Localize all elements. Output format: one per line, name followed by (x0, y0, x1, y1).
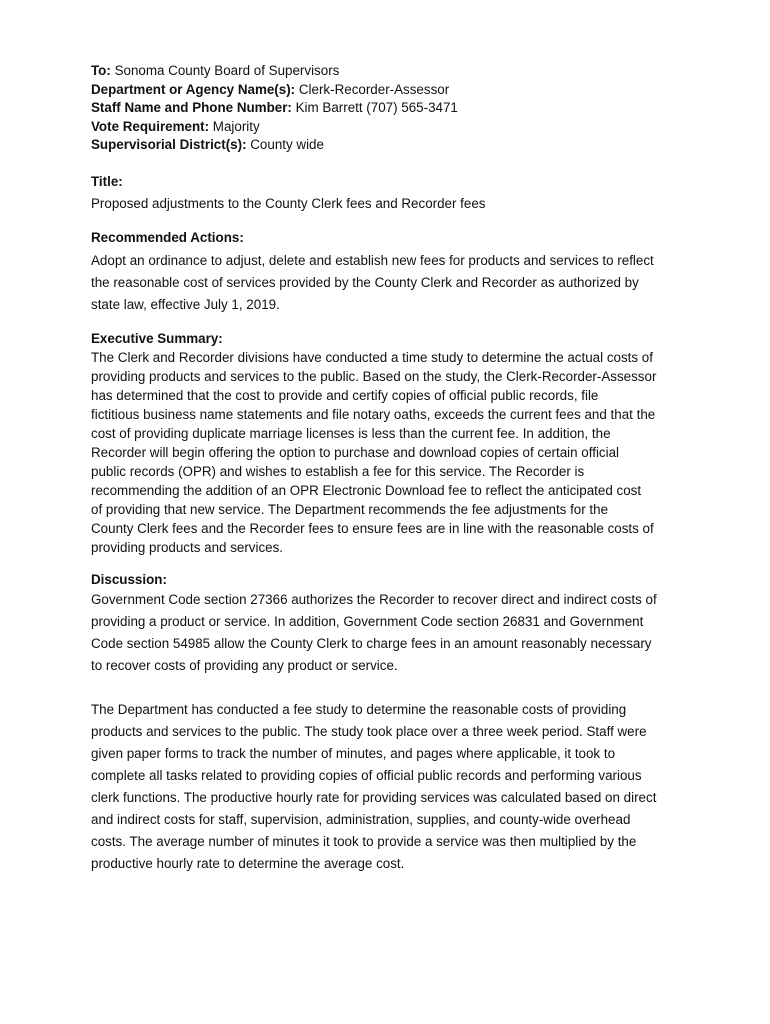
summary-line: of providing that new service. The Department recommends the fee adjustments for the (91, 501, 609, 517)
summary-line: cost of providing duplicate marriage licenses is less than the current fee. In addition, the (91, 425, 611, 441)
discussion-line: Government Code section 27366 authorizes the Recorder to recover direct and indirect costs of (91, 591, 657, 607)
recommended-actions-heading: Recommended Actions: (91, 229, 244, 245)
summary-line: providing products and services. (91, 539, 284, 555)
title-text: Proposed adjustments to the County Clerk fees and Recorder fees (91, 195, 486, 211)
recommended-actions-section (91, 228, 691, 316)
discussion-line: clerk functions. The productive hourly rate for providing services was calculated based on direct (91, 789, 657, 805)
discussion-line: complete all tasks related to providing copies of official public records and performing various (91, 767, 642, 783)
header-block (91, 62, 691, 155)
discussion-line: given paper forms to track the number of minutes, and pages where applicable, it took to (91, 745, 616, 761)
staff-label: Staff Name and Phone Number: (91, 100, 292, 115)
discussion-line: to recover costs of providing any product or service. (91, 657, 398, 673)
vote-value: Majority (212, 118, 260, 134)
staff-line (91, 99, 691, 118)
vote-label: Vote Requirement: (91, 118, 210, 134)
summary-line: fictitious business name statements and file notary oaths, exceeds the current fees and that the (91, 406, 656, 422)
discussion-line: costs. The average number of minutes it took to provide a service was then multiplied by the (91, 833, 637, 849)
department-label: Department or Agency Name(s): (91, 81, 296, 97)
summary-line: has determined that the cost to provide and certify copies of official public records, file (91, 387, 599, 403)
district-value: County wide (250, 137, 324, 152)
summary-line: County Clerk fees and the Recorder fees to ensure fees are in line with the reasonable costs of (91, 520, 654, 536)
staff-value: Kim Barrett (707) 565-3471 (295, 100, 458, 115)
executive-summary-heading: Executive Summary: (91, 330, 223, 346)
recommended-line: state law, effective July 1, 2019. (91, 296, 280, 312)
department-value: Clerk-Recorder-Assessor (298, 81, 450, 97)
department-line (91, 81, 691, 100)
vote-line (91, 118, 691, 137)
to-label: To: (91, 63, 111, 78)
discussion-line: products and services to the public. The study took place over a three week period. Staff were (91, 723, 647, 739)
discussion-paragraph-1 (91, 589, 691, 677)
summary-line: providing products and services to the public. Based on the study, the Clerk-Recorder-Assessor (91, 368, 657, 384)
discussion-heading: Discussion: (91, 571, 167, 587)
discussion-line: providing a product or service. In addition, Government Code section 26831 and Government (91, 613, 644, 629)
recommended-line: the reasonable cost of services provided by the County Clerk and Recorder as authorized by (91, 274, 639, 290)
discussion-paragraph-2 (91, 699, 691, 875)
title-section (91, 172, 691, 213)
summary-line: public records (OPR) and wishes to establish a fee for this service. The Recorder is (91, 463, 585, 479)
recommended-actions-text (91, 250, 691, 316)
title-heading: Title: (91, 173, 123, 189)
summary-line: Recorder will begin offering the option to purchase and download copies of certain official (91, 444, 620, 460)
district-label: Supervisorial District(s): (91, 137, 247, 152)
summary-line: The Clerk and Recorder divisions have conducted a time study to determine the actual costs of (91, 349, 653, 365)
executive-summary-section (91, 329, 691, 557)
discussion-section (91, 570, 691, 875)
to-value: Sonoma County Board of Supervisors (114, 63, 340, 78)
discussion-line: The Department has conducted a fee study to determine the reasonable costs of providing (91, 701, 627, 717)
summary-line: recommending the addition of an OPR Electronic Download fee to reflect the anticipated cost (91, 482, 642, 498)
executive-summary-text (91, 348, 691, 557)
recommended-line: Adopt an ordinance to adjust, delete and establish new fees for products and services to reflect (91, 252, 654, 268)
district-line (91, 136, 691, 155)
discussion-line: Code section 54985 allow the County Clerk to charge fees in an amount reasonably necessary (91, 635, 652, 651)
discussion-line: and indirect costs for staff, supervision, administration, supplies, and county-wide overhead (91, 811, 631, 827)
document-body (91, 62, 691, 875)
to-line (91, 62, 691, 81)
discussion-line: productive hourly rate to determine the average cost. (91, 855, 405, 871)
